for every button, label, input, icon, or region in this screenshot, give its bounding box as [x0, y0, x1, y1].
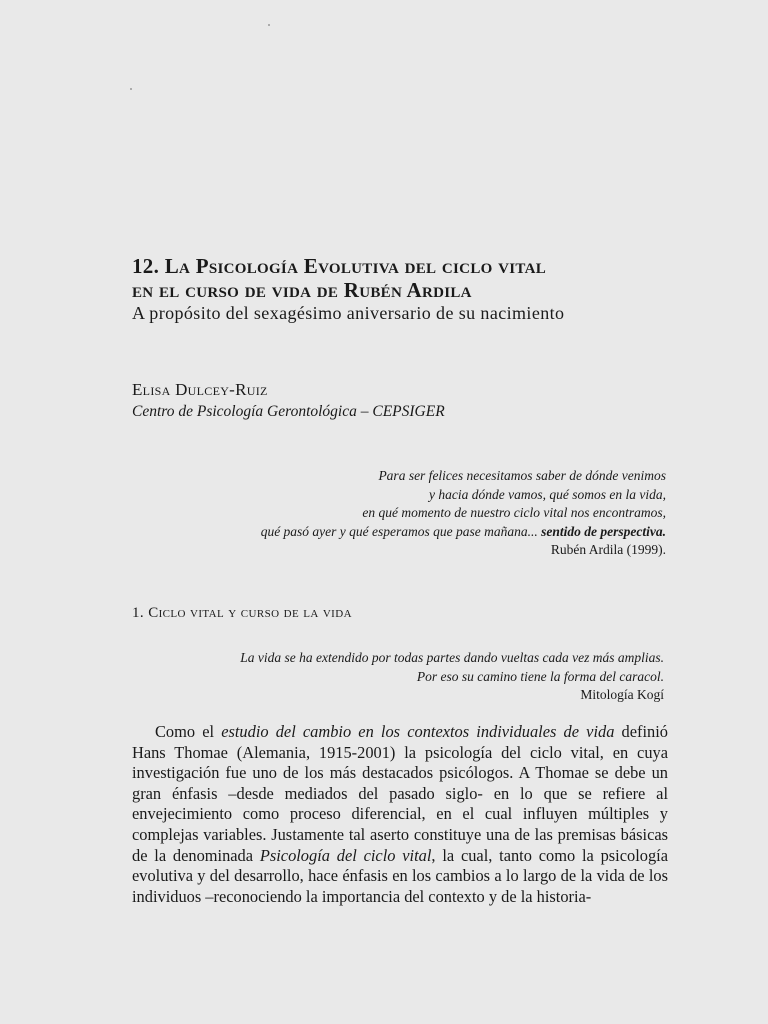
- paragraph-emphasis: estudio del cambio en los contextos individuales de vida: [221, 722, 615, 741]
- section-epigraph: [240, 649, 664, 705]
- epigraph-line: Por eso su camino tiene la forma del caracol.: [416, 668, 664, 684]
- opening-epigraph: [261, 467, 666, 560]
- scan-speck: [130, 88, 132, 90]
- epigraph-attribution: Mitología Kogí: [580, 687, 664, 703]
- epigraph-attribution: Rubén Ardila (1999).: [550, 542, 666, 558]
- epigraph-line: [261, 523, 666, 542]
- paragraph-text: definió Hans Thomae (Alemania, 1915-2001) la psicología del ciclo vital, en cuya investigación fue uno de los más destacados psicólogos. A Thomae se debe un gran énfasis –desde mediados del pasado siglo- en lo que se refiere al envejecimiento como proceso diferencial, en el cual influyen múltiples y complejas variables. Justamente tal aserto constituye una de las premisas básicas de la denominada: [132, 722, 668, 865]
- paragraph-text: Como el: [155, 722, 222, 741]
- epigraph-emphasis: sentido de perspectiva.: [541, 523, 666, 539]
- epigraph-line: en qué momento de nuestro ciclo vital nos encontramos,: [362, 505, 666, 521]
- paragraph-text: , la cual, tanto como la psicología evolutiva y del desarrollo, hace énfasis en los cambios a lo largo de la vida de los individuos –reconociendo la importancia del contexto y de la historia-: [132, 845, 668, 906]
- author-name: Elisa Dulcey-Ruiz: [132, 380, 268, 399]
- epigraph-line: Para ser felices necesitamos saber de dónde venimos: [378, 468, 666, 483]
- epigraph-line-text: qué pasó ayer y qué esperamos que pase mañana...: [260, 523, 538, 539]
- scan-speck: [268, 24, 270, 26]
- body-paragraph: [132, 722, 668, 907]
- epigraph-line: La vida se ha extendido por todas partes dando vueltas cada vez más amplias.: [240, 650, 664, 665]
- chapter-header: [132, 254, 692, 324]
- chapter-subtitle: A propósito del sexagésimo aniversario de su nacimiento: [132, 303, 565, 323]
- paragraph-emphasis: Psicología del ciclo vital: [259, 845, 432, 865]
- epigraph-line: y hacia dónde vamos, qué somos en la vida,: [429, 486, 666, 502]
- author-affiliation: Centro de Psicología Gerontológica – CEPSIGER: [132, 403, 445, 420]
- author-block: [132, 379, 445, 423]
- chapter-title-line-2: en el curso de vida de Rubén Ardila: [132, 278, 472, 302]
- section-heading: 1. Ciclo vital y curso de la vida: [132, 605, 352, 621]
- chapter-title-line-1: 12. La Psicología Evolutiva del ciclo vital: [132, 254, 547, 278]
